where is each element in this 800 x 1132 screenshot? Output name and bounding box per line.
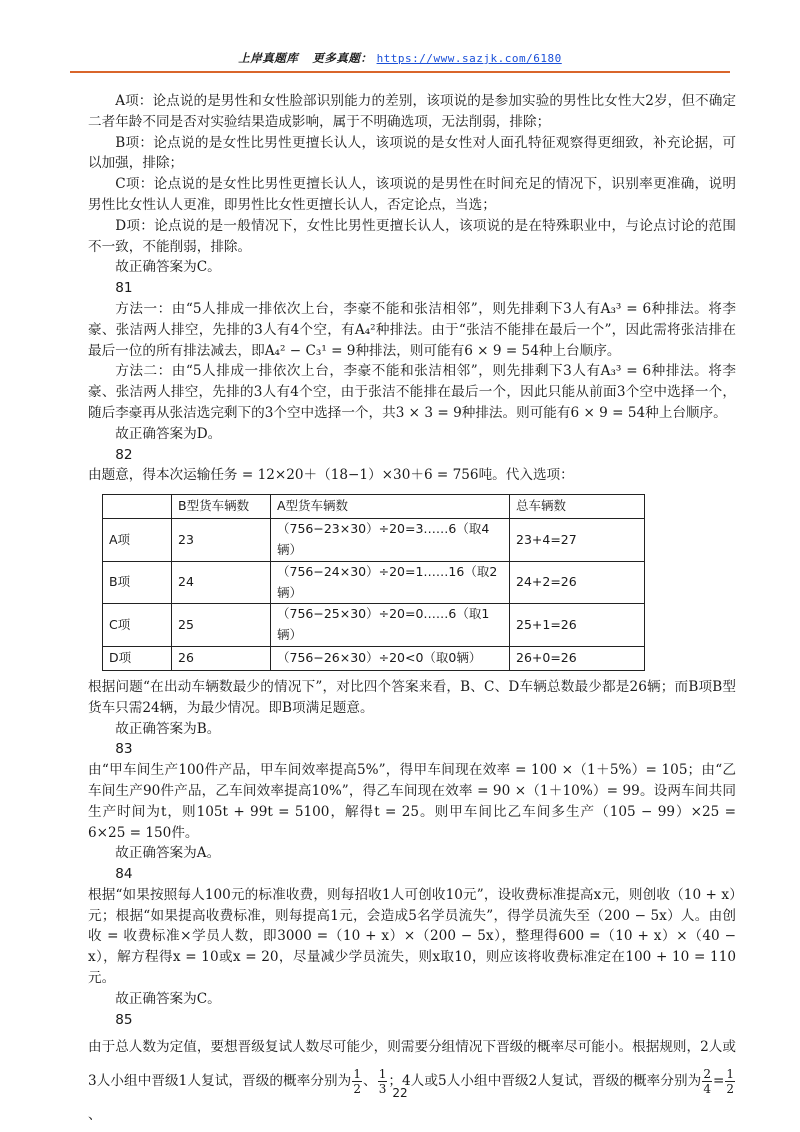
table-cell: 23 <box>172 519 271 562</box>
table-cell: （756−26×30）÷20<0（取0辆） <box>271 646 510 670</box>
header-rule <box>70 71 730 73</box>
table-cell: （756−25×30）÷20=0……6（取1辆） <box>271 604 510 647</box>
table-cell: 26+0=26 <box>510 646 645 670</box>
q85-text-2: ；4人或5人小组中晋级2人复试，晋级的概率分别为 <box>388 1073 702 1090</box>
document-body <box>88 91 736 1132</box>
method-two: 方法二：由“5人排成一排依次上台，李豪不能和张洁相邻”，则先排剩下3人有A₃³ = 6种排法。将李豪、张洁两人排空，先排的3人有4个空，由于张洁不能排在最后一个，因此只能从前面3个空中选择一个，随后李豪再从张洁选完剩下的3个空中选择一个，共3 × 3 = 9种排法。则可能有6 × 9 = 54种上台顺序。 <box>88 363 736 421</box>
site-link[interactable]: https://www.sazjk.com/6180 <box>376 52 562 65</box>
fraction-denominator: 3 <box>378 1082 387 1097</box>
option-b-analysis: B项：论点说的是女性比男性更擅长认人，该项说的是女性对人面孔特征观察得更细致，补充论据，可以加强，排除； <box>88 134 736 172</box>
q85-text-1: 由于总人数为定值，要想晋级复试人数尽可能少，则需要分组情况下晋级的概率尽可能小。根据规则，2人或3人小组中晋级1人复试，晋级的概率分别为 <box>88 1039 736 1090</box>
option-c-analysis: C项：论点说的是女性比男性更擅长认人，该项说的是男性在时间充足的情况下，识别率更准确，说明男性比女性认人更准，即男性比女性更擅长认人，否定论点，当选； <box>88 176 736 213</box>
table-cell: 24 <box>172 561 271 604</box>
site-name: 上岸真题库 <box>238 51 299 65</box>
table-header-row <box>103 495 645 519</box>
q82-conclusion: 根据问题“在出动车辆数最少的情况下”，对比四个答案来看，B、C、D车辆总数最少都是26辆；而B项B型货车只需24辆，为最少情况。即B项满足题意。 <box>88 678 736 716</box>
answer-80: 故正确答案为C。 <box>115 259 221 276</box>
vehicle-table <box>102 494 645 671</box>
fraction-numerator: 1 <box>378 1067 387 1082</box>
table-header-cell <box>103 495 172 519</box>
more-label: 更多真题： <box>312 51 373 65</box>
table-cell: 26 <box>172 646 271 670</box>
fraction-numerator: 1 <box>353 1067 361 1082</box>
table-cell: （756−24×30）÷20=1……16（取2辆） <box>271 561 510 604</box>
table-cell: 23+4=27 <box>510 519 645 562</box>
q85-solution <box>88 1030 736 1132</box>
table-row <box>103 561 645 604</box>
table-cell: 24+2=26 <box>510 561 645 604</box>
question-number-85: 85 <box>115 1011 133 1028</box>
question-number-84: 84 <box>115 866 133 883</box>
table-cell: A项 <box>103 519 172 562</box>
table-cell: （756−23×30）÷20=3……6（取4辆） <box>271 519 510 562</box>
method-one: 方法一：由“5人排成一排依次上台，李豪不能和张洁相邻”，则先排剩下3人有A₃³ = 6种排法。将李豪、张洁两人排空，先排的3人有4个空，有A₄²种排法。由于“张洁不能排在最后一个”，因此需将张洁排在最后一位的所有排法减去，即A₄² − C₃¹ = 9种排法，则可能有6 × 9 = 54种上台顺序。 <box>88 300 736 359</box>
q85-equals: = <box>712 1073 725 1090</box>
table-row <box>103 519 645 562</box>
page-number: 22 <box>392 1086 408 1100</box>
fraction-numerator: 1 <box>726 1067 735 1082</box>
fraction-denominator: 2 <box>726 1082 735 1097</box>
fraction-denominator: 4 <box>703 1082 711 1097</box>
table-header-cell: A型货车辆数 <box>271 495 510 519</box>
page-header <box>0 50 800 66</box>
question-number-82: 82 <box>115 446 133 463</box>
q85-trailing-comma: 、 <box>88 1107 102 1124</box>
answer-82: 故正确答案为B。 <box>115 720 221 737</box>
q85-separator: 、 <box>362 1073 377 1090</box>
answer-83: 故正确答案为A。 <box>115 845 221 862</box>
answer-84: 故正确答案为C。 <box>115 990 221 1007</box>
table-cell: 25 <box>172 604 271 647</box>
table-header-cell: 总车辆数 <box>510 495 645 519</box>
table-header-cell: B型货车辆数 <box>172 495 271 519</box>
q83-solution: 由“甲车间生产100件产品，甲车间效率提高5%”，得甲车间现在效率 = 100 ×（1＋5%）= 105；由“乙车间生产90件产品，乙车间效率提高10%”，得乙车间现在效率 = 90 ×（1＋10%）= 99。设两车间共同生产时间为t，则105t + 99t = 5100，解得t = 25。则甲车间比乙车间多生产（105 − 99）×25 = 6×25 = 150件。 <box>88 762 736 841</box>
answer-81: 故正确答案为D。 <box>115 425 222 442</box>
question-number-83: 83 <box>115 741 133 758</box>
fraction-numerator: 2 <box>703 1067 711 1082</box>
table-row <box>103 604 645 647</box>
q84-solution: 根据“如果按照每人100元的标准收费，则每招收1人可创收10元”，设收费标准提高x元，则创收（10 + x）元；根据“如果提高收费标准，则每提高1元，会造成5名学员流失”，得学员流失至（200 − 5x）人。由创收 = 收费标准×学员人数，即3000 =（10 + x）×（200 − 5x），整理得600 =（10 + x）×（40 − x），解方程得x = 10或x = 20，尽量减少学员流失，则x取10，则应该将收费标准定在100 + 10 = 110元。 <box>88 886 736 987</box>
table-cell: C项 <box>103 604 172 647</box>
question-number-81: 81 <box>115 280 133 297</box>
fraction-denominator: 2 <box>353 1082 361 1097</box>
table-row <box>103 646 645 670</box>
table-cell: B项 <box>103 561 172 604</box>
q82-intro: 由题意，得本次运输任务 = 12×20＋（18−1）×30＋6 = 756吨。代入选项： <box>88 467 574 484</box>
table-cell: 25+1=26 <box>510 604 645 647</box>
table-cell: D项 <box>103 646 172 670</box>
option-d-analysis: D项：论点说的是一般情况下，女性比男性更擅长认人，该项说的是在特殊职业中，与论点讨论的范围不一致，不能削弱，排除。 <box>88 217 736 255</box>
option-a-analysis: A项：论点说的是男性和女性脸部识别能力的差别，该项说的是参加实验的男性比女性大2岁，但不确定二者年龄不同是否对实验结果造成影响，属于不明确选项，无法削弱，排除； <box>88 93 736 130</box>
